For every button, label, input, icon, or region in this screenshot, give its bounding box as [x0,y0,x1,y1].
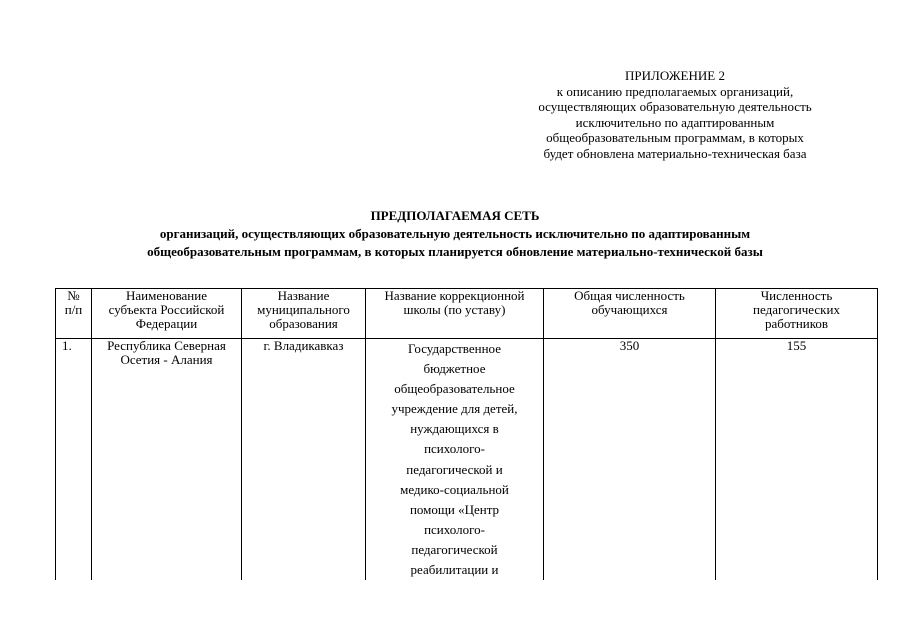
header-students: Общая численность обучающихся [544,289,716,339]
header-teachers: Численность педагогических работников [716,289,878,339]
appendix-line: к описанию предполагаемых организаций, [556,83,794,99]
document-title: ПРЕДПОЛАГАЕМАЯ СЕТЬ [370,208,540,223]
appendix-line: осуществляющих образовательную деятельность [538,99,812,114]
document-heading [60,207,850,261]
header-number: № п/п [56,289,92,339]
document-subtitle-line: организаций, осуществляющих образовательную деятельность исключительно по адаптированным [159,226,751,241]
document-subtitle-line: общеобразовательным программам, в которых планируется обновление материально-технической базы [147,244,763,259]
header-municipality: Название муниципального образования [242,289,366,339]
cell-number: 1. [56,339,92,581]
organizations-table [55,288,878,580]
cell-region: Республика Северная Осетия - Алания [92,339,242,581]
cell-municipality: г. Владикавказ [242,339,366,581]
cell-school: Государственное бюджетное общеобразовательное учреждение для детей, нуждающихся в психолого- педагогической и медико-социальной помощи «Центр психолого- педагогической реабилитации и [366,339,544,581]
cell-students: 350 [544,339,716,581]
appendix-line: будет обновлена материально-техническая база [543,145,807,161]
table-header-row [56,289,878,339]
header-school: Название коррекционной школы (по уставу) [366,289,544,339]
cell-teachers: 155 [716,339,878,581]
appendix-line: исключительно по адаптированным [575,114,775,130]
appendix-note [500,68,850,161]
appendix-line: общеобразовательным программам, в которых [546,130,804,145]
appendix-title: ПРИЛОЖЕНИЕ 2 [625,68,725,83]
header-region: Наименование субъекта Российской Федерации [92,289,242,339]
table-row [56,339,878,581]
